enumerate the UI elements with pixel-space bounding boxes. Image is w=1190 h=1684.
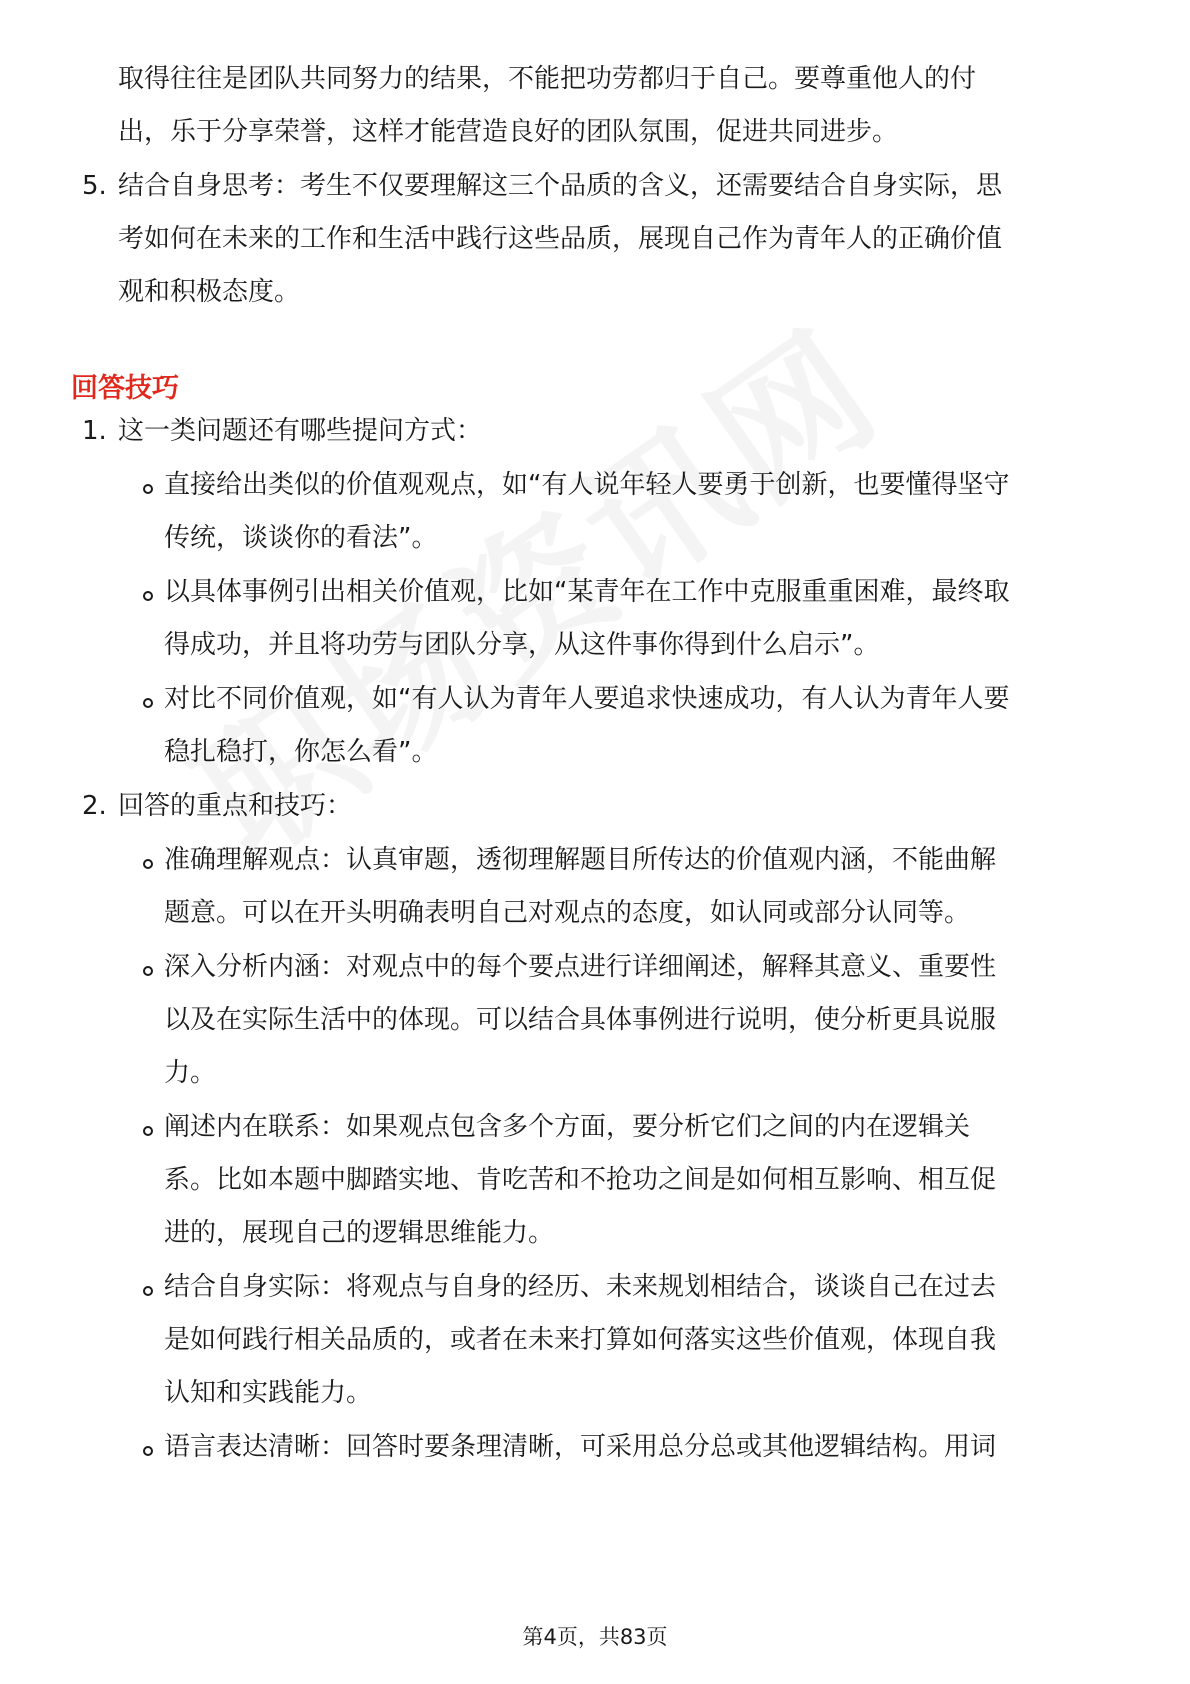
bullet-line: 以及在实际生活中的体现。可以结合具体事例进行说明，使分析更具说服 <box>164 1005 997 1035</box>
bullet-line: 以具体事例引出相关价值观，比如“某青年在工作中克服重重困难，最终取 <box>164 577 1010 607</box>
paragraph-line: 出，乐于分享荣誉，这样才能营造良好的团队氛围，促进共同进步。 <box>118 117 899 147</box>
bullet-line: 是如何践行相关品质的，或者在未来打算如何落实这些价值观，体现自我 <box>164 1325 997 1355</box>
bullet-icon <box>143 859 153 869</box>
bullet-line: 得成功，并且将功劳与团队分享，从这件事你得到什么启示”。 <box>164 630 880 660</box>
bullet-icon <box>143 1286 153 1296</box>
bullet-icon <box>143 1126 153 1136</box>
bullet-line: 直接给出类似的价值观观点，如“有人说年轻人要勇于创新，也要懂得坚守 <box>164 470 1010 500</box>
list-item-line: 观和积极态度。 <box>118 277 301 307</box>
bullet-line: 力。 <box>164 1058 217 1088</box>
list-number: 2. <box>82 791 107 821</box>
bullet-line: 题意。可以在开头明确表明自己对观点的态度，如认同或部分认同等。 <box>164 898 971 928</box>
bullet-icon <box>143 591 153 601</box>
list-number: 5. <box>82 171 107 201</box>
paragraph-line: 取得往往是团队共同努力的结果，不能把功劳都归于自己。要尊重他人的付 <box>118 64 977 94</box>
bullet-line: 结合自身实际：将观点与自身的经历、未来规划相结合，谈谈自己在过去 <box>164 1272 997 1302</box>
bullet-line: 系。比如本题中脚踏实地、肯吃苦和不抢功之间是如何相互影响、相互促 <box>164 1165 997 1195</box>
list-number: 1. <box>82 416 107 446</box>
bullet-line: 语言表达清晰：回答时要条理清晰，可采用总分总或其他逻辑结构。用词 <box>164 1432 997 1462</box>
page-footer: 第4页，共83页 <box>522 1625 668 1649</box>
bullet-icon <box>143 1446 153 1456</box>
bullet-icon <box>143 484 153 494</box>
bullet-line: 准确理解观点：认真审题，透彻理解题目所传达的价值观内涵，不能曲解 <box>164 845 997 875</box>
bullet-line: 传统，谈谈你的看法”。 <box>164 523 438 553</box>
list-item-title: 回答的重点和技巧： <box>118 791 353 821</box>
bullet-line: 阐述内在联系：如果观点包含多个方面，要分析它们之间的内在逻辑关 <box>164 1112 971 1142</box>
bullet-line: 认知和实践能力。 <box>164 1378 373 1408</box>
bullet-line: 深入分析内涵：对观点中的每个要点进行详细阐述，解释其意义、重要性 <box>164 952 997 982</box>
list-item-line: 考如何在未来的工作和生活中践行这些品质，展现自己作为青年人的正确价值 <box>118 224 1003 254</box>
bullet-icon <box>143 966 153 976</box>
bullet-line: 进的，展现自己的逻辑思维能力。 <box>164 1218 555 1248</box>
bullet-icon <box>143 698 153 708</box>
bullet-line: 稳扎稳打，你怎么看”。 <box>164 737 438 767</box>
bullet-line: 对比不同价值观，如“有人认为青年人要追求快速成功，有人认为青年人要 <box>164 684 1010 714</box>
list-item-line: 结合自身思考：考生不仅要理解这三个品质的含义，还需要结合自身实际，思 <box>118 171 1003 201</box>
section-heading: 回答技巧 <box>71 373 179 404</box>
list-item-title: 这一类问题还有哪些提问方式： <box>118 416 483 446</box>
